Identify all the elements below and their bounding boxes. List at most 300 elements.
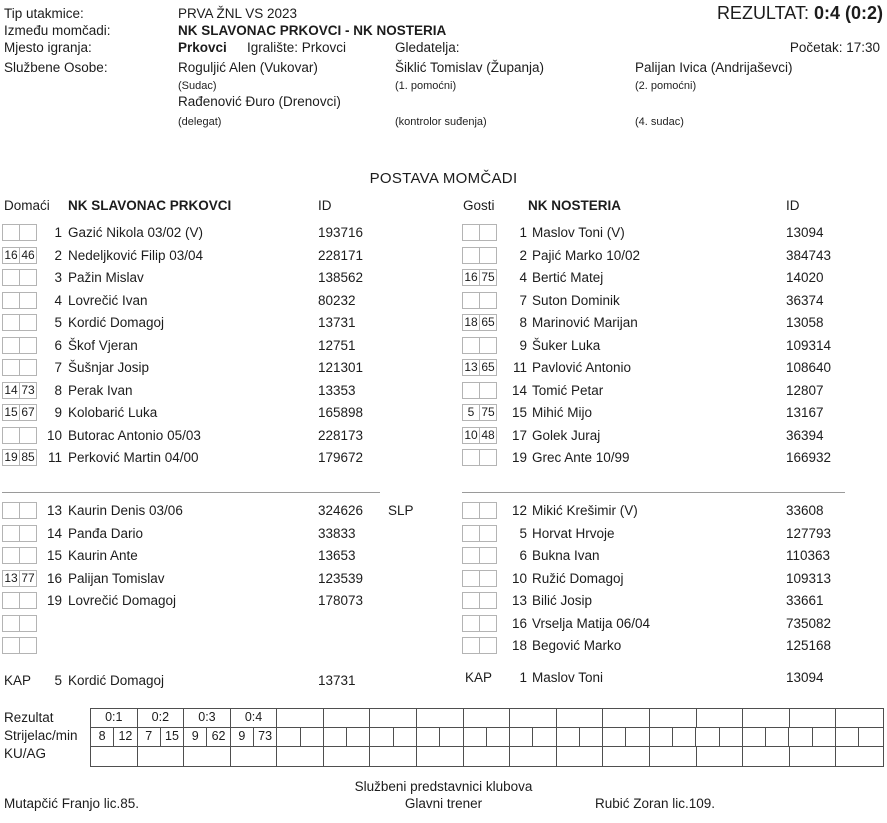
player-name: Kordić Domagoj [68,315,165,330]
sub-in-box [2,637,20,654]
kuag-cell [231,747,278,766]
player-name: Nedeljković Filip 03/04 [68,247,204,263]
player-id: 12751 [318,337,356,353]
scorer-number-cell [789,728,812,746]
score-row-label-result: Rezultat [4,710,54,725]
away-captain-number: 1 [519,670,527,685]
home-captain-id: 13731 [318,673,356,688]
sub-minute-box: 67 [19,404,37,421]
player-name: Šušnjar Josip [68,360,150,375]
player-number: 15 [511,405,527,420]
sub-in-box: 10 [462,427,480,444]
delegate-role: (delegat) [178,116,222,128]
player-id: 735082 [786,615,832,631]
player-name: Šuker Luka [532,337,601,353]
sub-minute-box [19,269,37,286]
player-row [2,547,432,569]
player-name: Horvat Hrvoje [532,525,615,541]
player-number: 16 [46,570,62,586]
sub-in-box: 13 [462,359,480,376]
player-number: 3 [54,270,62,285]
player-name: Maslov Toni (V) [532,225,625,240]
player-row [462,570,887,592]
kuag-cell [91,747,138,766]
player-number: 11 [47,450,62,465]
player-id: 179672 [318,450,364,465]
kuag-cell [743,747,790,766]
sub-minute-box [19,615,37,632]
player-name: Suton Dominik [532,292,620,308]
sub-in-box [2,592,20,609]
player-name: Butorac Antonio 05/03 [68,427,201,443]
kuag-cell [184,747,231,766]
scorer-minute-cell: 73 [254,728,277,746]
player-name: Perak Ivan [68,382,133,398]
away-captain-id: 13094 [786,670,824,685]
away-representative: Rubić Zoran lic.109. [595,796,716,811]
away-captain-name: Maslov Toni [532,670,604,685]
sub-minute-box: 73 [19,382,37,399]
result-cell [370,709,417,727]
assistant2-name: Palijan Ivica (Andrijaševci) [635,60,793,75]
player-id: 33661 [786,593,824,608]
player-row [462,525,887,547]
result-cell [417,709,464,727]
player-number: 1 [519,225,527,240]
player-id: 228171 [318,247,364,263]
venue-city: Prkovci [178,40,227,55]
player-id: 108640 [786,360,832,375]
sub-in-box [462,382,480,399]
player-number: 9 [54,405,62,420]
player-number: 18 [511,638,527,653]
referee-name: Roguljić Alen (Vukovar) [178,60,318,75]
assistant2-role: (2. pomoćni) [635,80,697,92]
kuag-cell [557,747,604,766]
player-id: 33833 [318,525,356,541]
player-id: 384743 [786,247,832,263]
player-number: 2 [54,247,62,263]
player-row [462,404,887,426]
kuag-cell [277,747,324,766]
player-number: 13 [511,593,527,608]
sub-minute-box [479,547,497,564]
result-cell [743,709,790,727]
scorer-number-cell: 8 [91,728,114,746]
sub-minute-box [19,547,37,564]
home-captain-number: 5 [54,673,62,688]
result-cell [510,709,557,727]
result-cell [464,709,511,727]
referee-role: (Sudac) [178,80,217,92]
player-name: Pajić Marko 10/02 [532,247,641,263]
sub-in-box [2,502,20,519]
player-row [462,382,887,404]
player-name: Begović Marko [532,638,622,653]
sub-minute-box [19,592,37,609]
scorer-minute-cell: 15 [161,728,184,746]
player-name: Marinović Marijan [532,315,638,330]
scorer-number-cell: 7 [138,728,161,746]
assistant1-name: Šiklić Tomislav (Županja) [395,60,545,75]
sub-in-box: 16 [2,247,20,264]
sub-in-box [462,592,480,609]
score-progression-table [90,708,884,767]
scorer-number-cell [603,728,626,746]
kuag-cell [650,747,697,766]
kuag-cell [697,747,744,766]
player-row [2,247,432,269]
competition-name: PRVA ŽNL VS 2023 [178,6,298,21]
player-id: 228173 [318,427,364,443]
kuag-cell [417,747,464,766]
sub-in-box [2,314,20,331]
player-row [462,224,887,246]
player-name: Golek Juraj [532,427,601,443]
player-row [2,525,432,547]
scorer-number-cell [557,728,580,746]
sub-in-box: 15 [2,404,20,421]
player-row [462,637,887,659]
sub-in-box [462,637,480,654]
sub-minute-box [479,570,497,587]
result-label: REZULTAT: [716,3,809,23]
player-name: Grec Ante 10/99 [532,450,630,465]
player-id: 127793 [786,525,832,541]
sub-minute-box [19,292,37,309]
sub-in-box [462,615,480,632]
sub-in-box: 16 [462,269,480,286]
away-roster-divider [462,492,845,493]
player-id: 36394 [786,427,824,443]
player-number: 10 [46,427,62,443]
representative-role: Glavni trener [404,796,483,811]
sub-in-box [462,247,480,264]
sub-minute-box [19,525,37,542]
sub-in-box [462,502,480,519]
sub-minute-box [19,359,37,376]
sub-minute-box [479,525,497,542]
kuag-cell [464,747,511,766]
sub-minute-box: 65 [479,314,497,331]
score-row-label-kuag: KU/AG [4,746,47,761]
match-teams: NK SLAVONAC PRKOVCI - NK NOSTERIA [178,23,447,38]
player-id: 123539 [318,570,364,586]
representatives-title: Službeni predstavnici klubova [354,779,533,794]
player-note: SLP [388,503,414,518]
player-id: 110363 [786,548,831,563]
scorer-number-cell [836,728,859,746]
kuag-cell [510,747,557,766]
player-row [2,427,432,449]
player-row [2,314,432,336]
away-team-name: NK NOSTERIA [528,198,622,213]
sub-minute-box [479,382,497,399]
player-name: Palijan Tomislav [68,570,165,586]
sub-in-box: 18 [462,314,480,331]
kuag-cell [324,747,371,766]
sub-minute-box [479,592,497,609]
result-row [91,709,883,728]
player-row [2,502,432,524]
sub-in-box [2,269,20,286]
result-cell: 0:4 [231,709,278,727]
player-id: 13731 [318,315,356,330]
away-id-header: ID [786,198,800,213]
sub-minute-box [479,247,497,264]
player-number: 11 [512,360,527,375]
kuag-cell [836,747,883,766]
sub-minute-box [479,449,497,466]
result-value: 0:4 (0:2) [813,3,883,23]
sub-in-box [2,292,20,309]
home-side-label: Domaći [4,198,50,213]
player-id: 13094 [786,225,824,240]
scorer-minute-cell [394,728,417,746]
scorer-minute-cell: 62 [207,728,230,746]
sub-minute-box [19,314,37,331]
away-side-label: Gosti [463,198,495,213]
result-cell [277,709,324,727]
scorer-minute-cell [766,728,789,746]
player-name: Kolobarić Luka [68,405,158,420]
sub-in-box [462,337,480,354]
player-name: Pavlović Antonio [532,360,632,375]
player-id: 109313 [786,570,832,586]
scorer-minute-cell [813,728,836,746]
player-name: Lovrečić Ivan [68,292,148,308]
sub-in-box [462,570,480,587]
player-id: 33608 [786,503,824,518]
result-cell [603,709,650,727]
player-row [2,337,432,359]
player-number: 7 [54,360,62,375]
player-number: 4 [54,292,62,308]
sub-minute-box [479,615,497,632]
scorer-minute-cell: 12 [114,728,137,746]
scorer-minute-cell [347,728,370,746]
player-number: 8 [519,315,527,330]
sub-minute-box: 77 [19,570,37,587]
player-id: 13167 [786,405,824,420]
player-number: 15 [46,548,62,563]
sub-in-box: 19 [2,449,20,466]
player-number: 2 [519,247,527,263]
scorer-minute-cell [673,728,696,746]
player-number: 7 [519,292,527,308]
score-row-label-scorer: Strijelac/min [4,728,78,743]
home-roster-divider [2,492,380,493]
sub-minute-box [19,502,37,519]
player-name: Mihić Mijo [532,405,593,420]
player-id: 13653 [318,548,356,563]
scorer-number-cell [464,728,487,746]
result-cell [650,709,697,727]
controller-role: (kontrolor suđenja) [395,116,487,128]
player-name: Mikić Krešimir (V) [532,503,638,518]
player-name: Škof Vjeran [68,337,138,353]
scorer-number-cell [696,728,719,746]
sub-in-box: 13 [2,570,20,587]
sub-minute-box: 46 [19,247,37,264]
kuag-row [91,747,883,766]
player-number: 6 [519,548,527,563]
scorer-number-cell [417,728,440,746]
sub-in-box [462,449,480,466]
scorer-number-cell [277,728,300,746]
player-row [2,292,432,314]
sub-in-box [462,292,480,309]
player-id: 166932 [786,450,832,465]
player-number: 14 [46,525,62,541]
result-headline [717,3,883,23]
kuag-cell [370,747,417,766]
sub-minute-box [479,337,497,354]
delegate-name: Rađenović Đuro (Drenovci) [178,94,341,109]
kickoff-time: Početak: 17:30 [789,40,880,55]
sub-minute-box: 48 [479,427,497,444]
sub-minute-box: 75 [479,269,497,286]
result-cell [790,709,837,727]
sub-minute-box [479,292,497,309]
player-number: 12 [511,503,527,518]
player-number: 4 [519,270,527,285]
player-id: 13058 [786,315,824,330]
player-id: 165898 [318,405,364,420]
player-number: 6 [54,337,62,353]
player-row [462,247,887,269]
player-id: 14020 [786,270,824,285]
player-number: 5 [54,315,62,330]
player-name: Lovrečić Domagoj [68,593,177,608]
player-name: Tomić Petar [532,382,604,398]
player-id: 80232 [318,292,356,308]
sub-in-box [2,359,20,376]
scorer-minute-cell [859,728,882,746]
sub-in-box [462,547,480,564]
scorer-minute-cell [533,728,556,746]
player-name: Bilić Josip [532,593,593,608]
player-row [462,547,887,569]
scorer-number-cell [324,728,347,746]
player-row [462,615,887,637]
venue-field: Igralište: Prkovci [247,40,347,55]
player-row [2,592,432,614]
scorer-number-cell [510,728,533,746]
player-number: 16 [511,615,527,631]
scorer-number-cell [370,728,393,746]
sub-in-box [2,547,20,564]
player-name: Kaurin Ante [68,548,138,563]
scorer-number-cell: 9 [184,728,207,746]
fourth-official-role: (4. sudac) [635,116,684,128]
home-representative: Mutapčić Franjo lic.85. [4,796,140,811]
home-team-name: NK SLAVONAC PRKOVCI [68,198,232,213]
player-name: Vrselja Matija 06/04 [532,615,651,631]
scorer-minute-cell [301,728,324,746]
player-id: 178073 [318,593,364,608]
lineup-title: POSTAVA MOMČADI [369,170,518,187]
kuag-cell [138,747,185,766]
result-cell: 0:1 [91,709,138,727]
scorer-minute-cell [720,728,743,746]
player-name: Kaurin Denis 03/06 [68,503,183,518]
player-number: 5 [519,525,527,541]
player-row [462,427,887,449]
sub-minute-box: 85 [19,449,37,466]
player-row [2,637,432,659]
sub-in-box [462,525,480,542]
home-captain-label: KAP [4,673,32,688]
player-row [462,502,887,524]
result-cell: 0:2 [138,709,185,727]
player-number: 14 [511,382,527,398]
player-name: Pažin Mislav [68,270,144,285]
player-name: Bertić Matej [532,270,604,285]
sub-minute-box [19,337,37,354]
sub-minute-box [479,637,497,654]
player-id: 324626 [318,503,364,518]
sub-minute-box [19,427,37,444]
result-cell: 0:3 [184,709,231,727]
player-id: 12807 [786,382,824,398]
between-label: Između momčadi: [4,23,111,38]
player-row [2,269,432,291]
player-row [2,382,432,404]
result-cell [324,709,371,727]
player-row [2,615,432,637]
player-row [2,359,432,381]
player-row [462,359,887,381]
sub-in-box: 5 [462,404,480,421]
player-number: 17 [511,427,527,443]
sub-minute-box: 75 [479,404,497,421]
scorer-row [91,728,883,747]
home-captain-name: Kordić Domagoj [68,673,165,688]
player-row [462,449,887,471]
result-cell [836,709,883,727]
player-name: Perković Martin 04/00 [68,450,199,465]
sub-minute-box [479,224,497,241]
player-row [462,314,887,336]
player-id: 125168 [786,638,832,653]
sub-in-box: 14 [2,382,20,399]
player-id: 121301 [318,360,364,375]
result-cell [697,709,744,727]
player-name: Gazić Nikola 03/02 (V) [68,225,204,240]
officials-label: Službene Osobe: [4,60,108,75]
player-id: 138562 [318,270,364,285]
scorer-minute-cell [487,728,510,746]
player-number: 8 [54,382,62,398]
player-row [2,404,432,426]
scorer-number-cell [650,728,673,746]
kuag-cell [790,747,837,766]
player-row [2,224,432,246]
scorer-minute-cell [580,728,603,746]
sub-in-box [2,525,20,542]
player-id: 109314 [786,337,832,353]
scorer-number-cell [743,728,766,746]
venue-label: Mjesto igranja: [4,40,92,55]
match-type-label: Tip utakmice: [4,6,84,21]
scorer-number-cell: 9 [231,728,254,746]
sub-minute-box [19,637,37,654]
result-cell [557,709,604,727]
assistant1-role: (1. pomoćni) [395,80,457,92]
player-row [462,269,887,291]
player-name: Ružić Domagoj [532,570,624,586]
